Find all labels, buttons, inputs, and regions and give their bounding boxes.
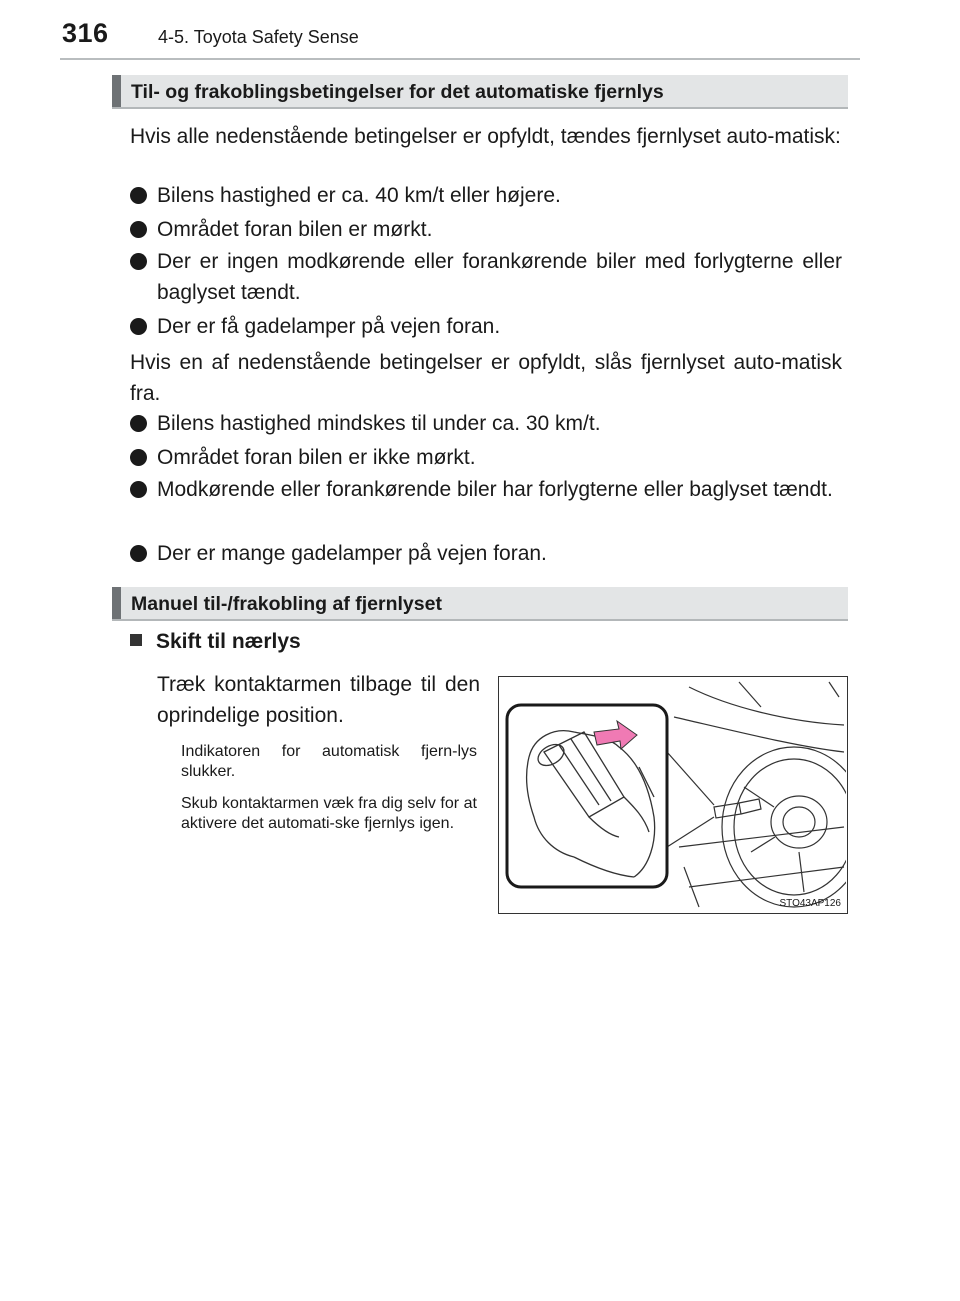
bullet-icon [130,318,147,335]
section-accent-bar [112,75,121,107]
note-text: Skub kontaktarmen væk fra dig selv for at aktivere det automati-ske fjernlys igen. [181,795,477,832]
list-item [130,246,842,308]
bullet-icon [130,221,147,238]
list-item-text: Området foran bilen er mørkt. [157,218,433,241]
bullet-icon [130,415,147,432]
list-item [130,180,842,211]
square-bullet-icon [130,634,142,646]
section-title: Manuel til-/frakobling af fjernlyset [131,593,442,615]
list-item-text: Bilens hastighed er ca. 40 km/t eller højere. [157,184,561,207]
chapter-title: 4-5. Toyota Safety Sense [158,27,359,47]
list-item [130,214,842,245]
list-item [130,538,842,569]
bullet-icon [130,545,147,562]
list-item-text: Der er få gadelamper på vejen foran. [157,315,501,338]
section-heading-auto-high-beam-conditions [112,75,848,109]
section-accent-bar [112,587,121,619]
bullet-icon [130,187,147,204]
instruction-text: Træk kontaktarmen tilbage til den oprindelige position. [157,673,480,727]
section-heading-manual-high-beam [112,587,848,621]
header-divider [60,58,860,60]
paragraph-off-conditions: Hvis en af nedenstående betingelser er opfyldt, slås fjernlyset auto-matisk fra. [130,351,842,405]
section-title: Til- og frakoblingsbetingelser for det automatiske fjernlys [131,81,664,103]
figure-code: STO43AP126 [779,898,841,909]
list-item [130,442,842,473]
bullet-icon [130,481,147,498]
illustration-lever-pull [498,676,848,914]
list-item [130,408,842,439]
list-item-text: Bilens hastighed mindskes til under ca. 30 km/t. [157,412,601,435]
list-item-text: Modkørende eller forankørende biler har forlygterne eller baglyset tændt. [157,478,833,501]
list-item-text: Der er mange gadelamper på vejen foran. [157,542,547,565]
list-item [130,311,842,342]
subheading-text: Skift til nærlys [156,630,301,653]
list-item [130,474,842,505]
note-text: Indikatoren for automatisk fjern-lys slukker. [181,743,477,780]
paragraph-on-conditions: Hvis alle nedenstående betingelser er opfyldt, tændes fjernlyset auto-matisk: [130,125,841,148]
list-item-text: Der er ingen modkørende eller forankørende biler med forlygterne eller baglyset tændt. [157,250,842,304]
dashboard-illustration [499,677,846,912]
list-item-text: Området foran bilen er ikke mørkt. [157,446,476,469]
bullet-icon [130,449,147,466]
page-number: 316 [62,18,109,48]
bullet-icon [130,253,147,270]
subheading [130,630,301,654]
